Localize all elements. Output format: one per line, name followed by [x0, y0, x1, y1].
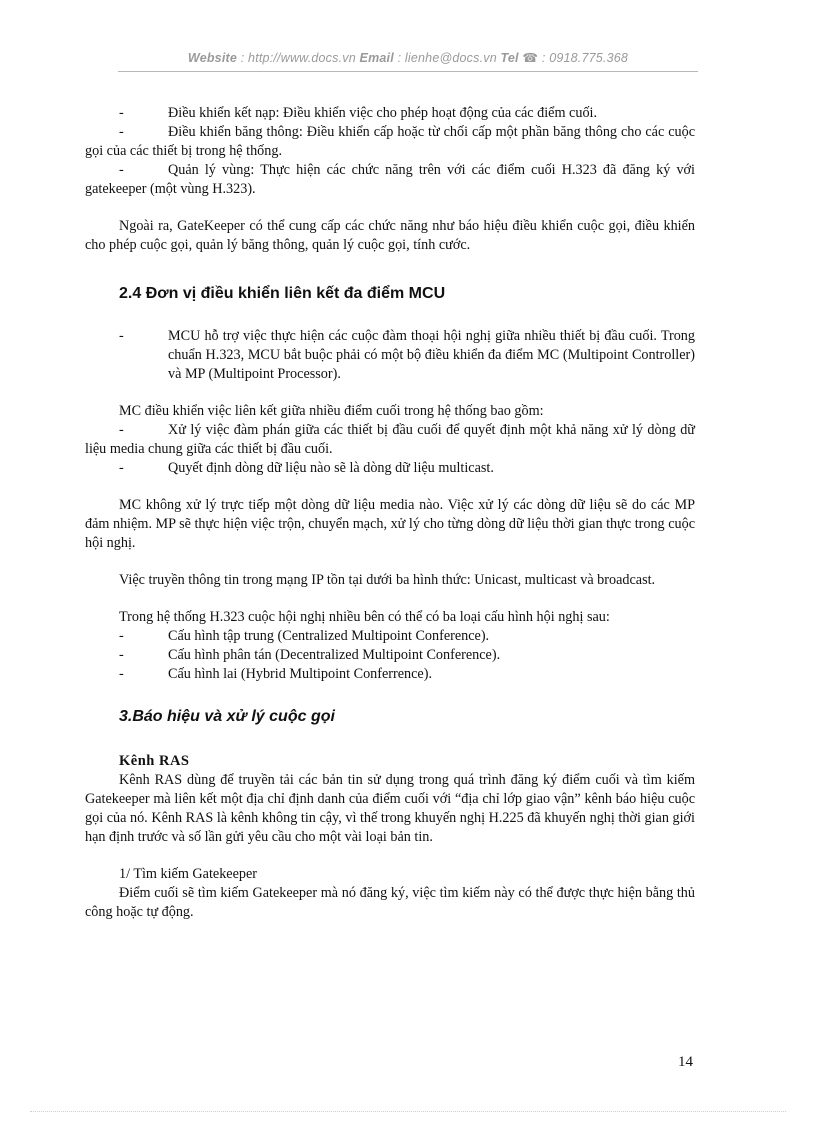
bullet-text: Cấu hình phân tán (Decentralized Multipoint Conference).	[168, 647, 501, 663]
website-value: : http://www.docs.vn	[237, 51, 360, 65]
bullet-text: Xử lý việc đàm phán giữa các thiết bị đầu cuối để quyết định một khả năng xử lý dòng dữ liệu media chung giữa các thiết bị đầu cuối.	[85, 422, 695, 457]
gatekeeper-paragraph: Ngoài ra, GateKeeper có thể cung cấp các chức năng như báo hiệu điều khiển cuộc gọi, điều khiển cho phép cuộc gọi, quản lý băng thông, quản lý cuộc gọi, tính cước.	[85, 218, 695, 253]
page-number: 14	[678, 1054, 693, 1070]
bullet-dash: -	[119, 460, 124, 476]
bullet-text: MCU hỗ trợ việc thực hiện các cuộc đàm thoại hội nghị giữa nhiều thiết bị đầu cuối. Trong chuẩn H.323, MCU bắt buộc phải có một bộ điều khiển đa điểm MC (Multipoint Controller) và MP (Multipoint Processor).	[168, 328, 695, 382]
bullet-dash: -	[119, 124, 124, 140]
bullet-dash: -	[119, 647, 124, 663]
bullet-dash: -	[119, 328, 124, 344]
header-divider	[118, 71, 698, 72]
bullet-hybrid	[85, 665, 695, 684]
mc-intro: MC điều khiển việc liên kết giữa nhiều điểm cuối trong hệ thống bao gồm:	[119, 403, 544, 419]
subsection-1-title: 1/ Tìm kiếm Gatekeeper	[119, 866, 258, 882]
ip-paragraph: Việc truyền thông tin trong mạng IP tồn tại dưới ba hình thức: Unicast, multicast và broadcast.	[119, 572, 656, 588]
email-value: : lienhe@docs.vn	[393, 51, 501, 65]
section-2-4-title: 2.4 Đơn vị điều khiển liên kết đa điểm MCU	[119, 285, 446, 302]
email-label: Email	[359, 51, 394, 65]
bullet-centralized	[85, 627, 695, 646]
bullet-bandwidth-control	[85, 123, 695, 161]
bullet-dash: -	[119, 666, 124, 682]
website-label: Website	[187, 51, 238, 65]
ras-paragraph: Kênh RAS dùng để truyền tải các bản tin sử dụng trong quá trình đăng ký điểm cuối và tìm kiếm Gatekeeper mà liên kết một địa chỉ định danh của điểm cuối với “địa chỉ lớp giao vận” kênh báo hiệu cuộc gọi của nó. Kênh RAS là kênh không tin cậy, vì thế trong khuyến nghị H.225 đã khuyến nghị thời gian giới hạn định trước và số lần gửi yêu cầu cho một vài loại bản tin.	[85, 772, 695, 845]
conference-intro: Trong hệ thống H.323 cuộc hội nghị nhiều bên có thể có ba loại cấu hình hội nghị sau:	[119, 609, 610, 625]
bullet-dash: -	[119, 162, 124, 178]
bullet-text: Cấu hình tập trung (Centralized Multipoint Conference).	[168, 628, 490, 644]
bullet-text: Điều khiển băng thông: Điều khiển cấp hoặc từ chối cấp một phần băng thông cho các cuộc gọi của các thiết bị trong hệ thống.	[85, 124, 695, 159]
bullet-dash: -	[119, 422, 124, 438]
page-header	[0, 50, 816, 65]
bullet-dash: -	[119, 105, 124, 121]
ras-heading: Kênh RAS	[119, 753, 190, 769]
bullet-text: Điều khiển kết nạp: Điều khiển việc cho phép hoạt động của các điểm cuối.	[168, 105, 598, 121]
bullet-text: Quyết định dòng dữ liệu nào sẽ là dòng dữ liệu multicast.	[168, 460, 494, 476]
tel-label: Tel	[500, 51, 519, 65]
bullet-zone-management	[85, 161, 695, 199]
bullet-mc-multicast	[85, 459, 695, 478]
bullet-text: Cấu hình lai (Hybrid Multipoint Conferrence).	[168, 666, 432, 682]
page-body	[85, 104, 695, 922]
page-bottom-border	[30, 1111, 786, 1112]
bullet-text: Quản lý vùng: Thực hiện các chức năng trên với các điểm cuối H.323 đã đăng ký với gatekeeper (một vùng H.323).	[85, 162, 695, 197]
bullet-decentralized	[85, 646, 695, 665]
section-3-title: 3.Báo hiệu và xử lý cuộc gọi	[119, 708, 335, 725]
subsection-1-paragraph: Điểm cuối sẽ tìm kiếm Gatekeeper mà nó đăng ký, việc tìm kiếm này có thể được thực hiện bằng thủ công hoặc tự động.	[85, 885, 695, 920]
bullet-mcu	[85, 327, 695, 384]
bullet-admission-control	[85, 104, 695, 123]
bullet-dash: -	[119, 628, 124, 644]
mp-paragraph: MC không xử lý trực tiếp một dòng dữ liệu media nào. Việc xử lý các dòng dữ liệu sẽ do các MP đảm nhiệm. MP sẽ thực hiện việc trộn, chuyển mạch, xử lý cho từng dòng dữ liệu thời gian thực trong cuộc hội nghị.	[85, 497, 695, 551]
tel-value: ☎ : 0918.775.368	[518, 51, 629, 65]
bullet-mc-negotiation	[85, 421, 695, 459]
